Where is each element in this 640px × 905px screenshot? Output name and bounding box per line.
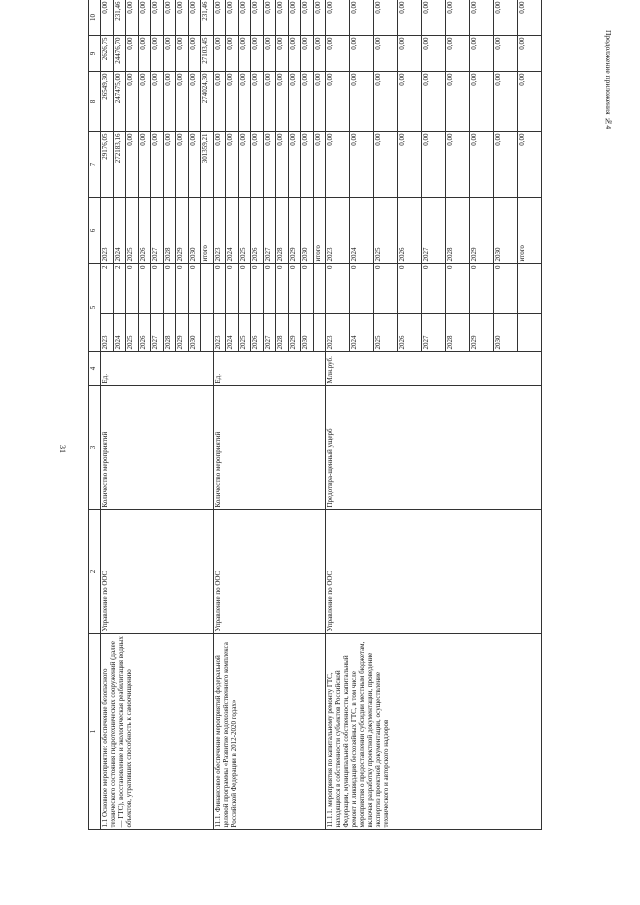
header-cell: 9: [89, 36, 101, 72]
finance-federal-cell: 247475,00: [113, 72, 126, 132]
executor-cell: Управление по ООС: [326, 510, 542, 634]
finance-year-cell: 2027: [151, 198, 164, 264]
header-cell: 2: [89, 510, 101, 634]
finance-federal-cell: 0,00: [422, 72, 446, 132]
finance-local-cell: 0,00: [301, 0, 314, 36]
indicator-value-cell: [201, 264, 214, 314]
indicator-value-cell: 0: [188, 264, 201, 314]
finance-year-cell: 2027: [422, 198, 446, 264]
indicator-year-cell: 2024: [226, 314, 239, 352]
finance-regional-cell: 0,00: [374, 36, 398, 72]
finance-regional-cell: 0,00: [313, 36, 326, 72]
indicator-year-cell: 2029: [176, 314, 189, 352]
finance-total-cell: 0,00: [226, 132, 239, 198]
finance-year-cell: итого: [313, 198, 326, 264]
finance-local-cell: 231,46: [113, 0, 126, 36]
finance-federal-cell: 0,00: [398, 72, 422, 132]
finance-year-cell: 2029: [176, 198, 189, 264]
finance-regional-cell: 0,00: [138, 36, 151, 72]
finance-federal-cell: 0,00: [276, 72, 289, 132]
finance-year-cell: 2028: [446, 198, 470, 264]
finance-local-cell: 0,00: [326, 0, 350, 36]
indicator-year-cell: 2026: [398, 314, 422, 352]
finance-regional-cell: 0,00: [350, 36, 374, 72]
header-cell: 1: [89, 634, 101, 830]
finance-year-cell: 2024: [226, 198, 239, 264]
finance-regional-cell: 0,00: [446, 36, 470, 72]
indicator-value-cell: 0: [288, 264, 301, 314]
finance-total-cell: 0,00: [276, 132, 289, 198]
unit-cell: Ед.: [101, 352, 214, 386]
indicator-cell: Количество мероприятий: [101, 386, 214, 510]
header-row: [89, 0, 101, 830]
finance-local-cell: 0,00: [126, 0, 139, 36]
finance-year-cell: итого: [518, 198, 542, 264]
finance-year-cell: 2026: [138, 198, 151, 264]
finance-federal-cell: 0,00: [138, 72, 151, 132]
finance-federal-cell: 0,00: [350, 72, 374, 132]
indicator-year-cell: 2030: [494, 314, 518, 352]
indicator-year-cell: [201, 314, 214, 352]
indicator-year-cell: 2025: [374, 314, 398, 352]
finance-federal-cell: 0,00: [374, 72, 398, 132]
indicator-value-cell: [518, 264, 542, 314]
indicator-value-cell: 0: [263, 264, 276, 314]
indicator-year-cell: 2027: [422, 314, 446, 352]
finance-total-cell: 0,00: [238, 132, 251, 198]
finance-year-cell: 2028: [163, 198, 176, 264]
table-row: [101, 0, 114, 830]
indicator-value-cell: 0: [301, 264, 314, 314]
indicator-value-cell: 0: [226, 264, 239, 314]
indicator-year-cell: 2027: [151, 314, 164, 352]
rotated-table-sheet: [88, 0, 526, 830]
finance-total-cell: 0,00: [446, 132, 470, 198]
finance-local-cell: 0,00: [276, 0, 289, 36]
header-cell: 6: [89, 198, 101, 264]
measure-name: 11.1. Финансовое обеспечение мероприятий федеральной целевой программы «Развитие водохозяйственного комплекса Российской Федерации в 2012-2020 годах»: [213, 634, 326, 830]
finance-federal-cell: 0,00: [176, 72, 189, 132]
finance-federal-cell: 0,00: [494, 72, 518, 132]
finance-year-cell: 2029: [470, 198, 494, 264]
indicator-year-cell: 2030: [301, 314, 314, 352]
finance-local-cell: 0,00: [313, 0, 326, 36]
indicator-value-cell: 0: [126, 264, 139, 314]
finance-year-cell: 2030: [301, 198, 314, 264]
finance-regional-cell: 0,00: [238, 36, 251, 72]
finance-local-cell: 0,00: [251, 0, 264, 36]
finance-total-cell: 0,00: [188, 132, 201, 198]
executor-cell: Управление по ООС: [213, 510, 326, 634]
table-row: [213, 0, 226, 830]
finance-total-cell: 0,00: [422, 132, 446, 198]
indicator-value-cell: 0: [213, 264, 226, 314]
finance-regional-cell: 0,00: [176, 36, 189, 72]
finance-local-cell: 0,00: [151, 0, 164, 36]
finance-total-cell: 0,00: [138, 132, 151, 198]
measure-name: 11.1.1. мероприятия по капитальному ремонту ГТС, находящихся в собственности субъектов Российской Федерации, муниципальной собственности, капитальный ремонт и ликвидация бесхозяйных ГТС, в том числе мероприятия о предоставлении субсидии местным бюджетам, включая разработку проектной документации, проведение экспертиз проектной документации, осуществление технического и авторского надзоров: [326, 634, 542, 830]
finance-total-cell: 0,00: [350, 132, 374, 198]
finance-regional-cell: 0,00: [213, 36, 226, 72]
finance-federal-cell: 0,00: [518, 72, 542, 132]
finance-regional-cell: 0,00: [163, 36, 176, 72]
finance-federal-cell: 0,00: [126, 72, 139, 132]
finance-year-cell: 2028: [276, 198, 289, 264]
finance-total-cell: 0,00: [518, 132, 542, 198]
finance-regional-cell: 0,00: [518, 36, 542, 72]
finance-total-cell: 0,00: [176, 132, 189, 198]
finance-year-cell: 2027: [263, 198, 276, 264]
indicator-year-cell: 2027: [263, 314, 276, 352]
finance-regional-cell: 0,00: [188, 36, 201, 72]
indicator-cell: Предотвра-щенный ущерб: [326, 386, 542, 510]
indicator-value-cell: 0: [422, 264, 446, 314]
program-table: [88, 0, 542, 830]
finance-total-cell: 0,00: [494, 132, 518, 198]
finance-local-cell: 0,00: [398, 0, 422, 36]
indicator-value-cell: 0: [251, 264, 264, 314]
finance-total-cell: 0,00: [398, 132, 422, 198]
finance-total-cell: 0,00: [151, 132, 164, 198]
finance-regional-cell: 0,00: [494, 36, 518, 72]
finance-total-cell: 0,00: [470, 132, 494, 198]
indicator-year-cell: 2028: [163, 314, 176, 352]
finance-federal-cell: 0,00: [251, 72, 264, 132]
finance-local-cell: 0,00: [176, 0, 189, 36]
finance-local-cell: 0,00: [188, 0, 201, 36]
indicator-value-cell: 0: [326, 264, 350, 314]
header-cell: 8: [89, 72, 101, 132]
indicator-year-cell: 2025: [238, 314, 251, 352]
header-cell: 7: [89, 132, 101, 198]
finance-regional-cell: 0,00: [263, 36, 276, 72]
indicator-value-cell: 0: [138, 264, 151, 314]
header-cell: 3: [89, 386, 101, 510]
indicator-value-cell: 0: [494, 264, 518, 314]
finance-regional-cell: 2626,75: [101, 36, 114, 72]
finance-local-cell: 0,00: [470, 0, 494, 36]
finance-local-cell: 0,00: [101, 0, 114, 36]
finance-local-cell: 0,00: [226, 0, 239, 36]
finance-year-cell: 2025: [126, 198, 139, 264]
finance-regional-cell: 0,00: [326, 36, 350, 72]
finance-federal-cell: 26549,30: [101, 72, 114, 132]
finance-regional-cell: 0,00: [151, 36, 164, 72]
finance-year-cell: итого: [201, 198, 214, 264]
indicator-year-cell: 2023: [101, 314, 114, 352]
finance-federal-cell: 274024,30: [201, 72, 214, 132]
finance-total-cell: 301359,21: [201, 132, 214, 198]
finance-local-cell: 0,00: [213, 0, 226, 36]
finance-local-cell: 0,00: [263, 0, 276, 36]
finance-year-cell: 2030: [188, 198, 201, 264]
indicator-value-cell: 0: [176, 264, 189, 314]
finance-regional-cell: 0,00: [276, 36, 289, 72]
finance-total-cell: 0,00: [126, 132, 139, 198]
finance-total-cell: 0,00: [301, 132, 314, 198]
indicator-year-cell: 2028: [276, 314, 289, 352]
header-cell: 5: [89, 264, 101, 352]
finance-local-cell: 0,00: [163, 0, 176, 36]
finance-year-cell: 2026: [398, 198, 422, 264]
finance-federal-cell: 0,00: [226, 72, 239, 132]
finance-regional-cell: 0,00: [288, 36, 301, 72]
finance-year-cell: 2030: [494, 198, 518, 264]
finance-year-cell: 2024: [350, 198, 374, 264]
finance-federal-cell: 0,00: [238, 72, 251, 132]
finance-local-cell: 0,00: [374, 0, 398, 36]
finance-year-cell: 2023: [326, 198, 350, 264]
indicator-year-cell: 2030: [188, 314, 201, 352]
finance-total-cell: 0,00: [374, 132, 398, 198]
indicator-value-cell: 0: [398, 264, 422, 314]
finance-year-cell: 2029: [288, 198, 301, 264]
finance-federal-cell: 0,00: [470, 72, 494, 132]
indicator-value-cell: 0: [163, 264, 176, 314]
finance-total-cell: 0,00: [326, 132, 350, 198]
header-cell: 10: [89, 0, 101, 36]
finance-federal-cell: 0,00: [263, 72, 276, 132]
finance-regional-cell: 0,00: [226, 36, 239, 72]
indicator-value-cell: 2: [101, 264, 114, 314]
indicator-year-cell: 2024: [350, 314, 374, 352]
finance-local-cell: 0,00: [350, 0, 374, 36]
finance-federal-cell: 0,00: [446, 72, 470, 132]
finance-year-cell: 2025: [374, 198, 398, 264]
indicator-value-cell: 0: [151, 264, 164, 314]
measure-name: 1.1 Основное мероприятие: обеспечение безопасного технического состояния гидротехнических сооружений (далее — ГТС), восстановление и экологическая реабилитация водных объектов, утративших способность к самоочищению: [101, 634, 214, 830]
indicator-value-cell: 0: [374, 264, 398, 314]
finance-regional-cell: 0,00: [398, 36, 422, 72]
indicator-year-cell: [518, 314, 542, 352]
finance-local-cell: 0,00: [446, 0, 470, 36]
finance-total-cell: 0,00: [213, 132, 226, 198]
indicator-value-cell: 0: [446, 264, 470, 314]
indicator-year-cell: [313, 314, 326, 352]
finance-total-cell: 0,00: [163, 132, 176, 198]
finance-regional-cell: 27103,45: [201, 36, 214, 72]
finance-local-cell: 0,00: [238, 0, 251, 36]
finance-federal-cell: 0,00: [313, 72, 326, 132]
finance-local-cell: 0,00: [422, 0, 446, 36]
finance-year-cell: 2025: [238, 198, 251, 264]
header-cell: 4: [89, 352, 101, 386]
finance-total-cell: 272183,16: [113, 132, 126, 198]
unit-cell: Млн.руб.: [326, 352, 542, 386]
finance-regional-cell: 0,00: [301, 36, 314, 72]
indicator-year-cell: 2024: [113, 314, 126, 352]
finance-total-cell: 0,00: [313, 132, 326, 198]
indicator-year-cell: 2026: [251, 314, 264, 352]
page-number: 31: [58, 445, 67, 453]
indicator-year-cell: 2023: [326, 314, 350, 352]
indicator-year-cell: 2029: [470, 314, 494, 352]
finance-federal-cell: 0,00: [213, 72, 226, 132]
finance-federal-cell: 0,00: [151, 72, 164, 132]
indicator-value-cell: [313, 264, 326, 314]
unit-cell: Ед.: [213, 352, 326, 386]
indicator-year-cell: 2029: [288, 314, 301, 352]
finance-total-cell: 29176,05: [101, 132, 114, 198]
finance-year-cell: 2026: [251, 198, 264, 264]
finance-regional-cell: 24476,70: [113, 36, 126, 72]
indicator-cell: Количество мероприятий: [213, 386, 326, 510]
finance-local-cell: 0,00: [494, 0, 518, 36]
finance-regional-cell: 0,00: [470, 36, 494, 72]
finance-total-cell: 0,00: [288, 132, 301, 198]
finance-regional-cell: 0,00: [422, 36, 446, 72]
indicator-year-cell: 2026: [138, 314, 151, 352]
finance-total-cell: 0,00: [251, 132, 264, 198]
finance-year-cell: 2024: [113, 198, 126, 264]
finance-local-cell: 0,00: [288, 0, 301, 36]
finance-federal-cell: 0,00: [288, 72, 301, 132]
indicator-value-cell: 0: [470, 264, 494, 314]
indicator-value-cell: 0: [276, 264, 289, 314]
finance-regional-cell: 0,00: [251, 36, 264, 72]
finance-federal-cell: 0,00: [188, 72, 201, 132]
finance-local-cell: 231,46: [201, 0, 214, 36]
table-row: [326, 0, 350, 830]
finance-federal-cell: 0,00: [163, 72, 176, 132]
finance-regional-cell: 0,00: [126, 36, 139, 72]
finance-total-cell: 0,00: [263, 132, 276, 198]
finance-year-cell: 2023: [101, 198, 114, 264]
indicator-value-cell: 0: [238, 264, 251, 314]
finance-federal-cell: 0,00: [301, 72, 314, 132]
indicator-value-cell: 0: [350, 264, 374, 314]
finance-federal-cell: 0,00: [326, 72, 350, 132]
finance-local-cell: 0,00: [518, 0, 542, 36]
indicator-year-cell: 2023: [213, 314, 226, 352]
annex-title: Продолжение приложения №4: [604, 30, 613, 130]
indicator-value-cell: 2: [113, 264, 126, 314]
indicator-year-cell: 2025: [126, 314, 139, 352]
indicator-year-cell: 2028: [446, 314, 470, 352]
finance-year-cell: 2023: [213, 198, 226, 264]
executor-cell: Управление по ООС: [101, 510, 214, 634]
finance-local-cell: 0,00: [138, 0, 151, 36]
